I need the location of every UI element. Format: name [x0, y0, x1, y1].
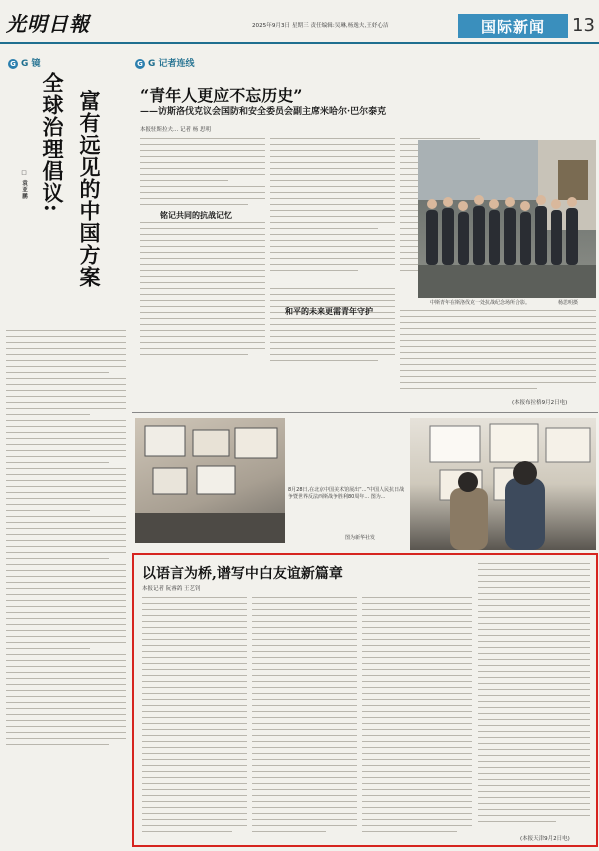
story-col-1 — [140, 138, 265, 438]
story-title: “青年人更应不忘历史” — [140, 86, 303, 105]
story-col-2 — [270, 138, 395, 438]
column-icon: G — [8, 59, 18, 69]
issue-meta: 2025年9月3日 星期三 责任编辑:吴琳,杨逸夫,王妤心洁 — [252, 23, 389, 29]
column-label — [8, 56, 41, 69]
story-icon: G — [135, 59, 145, 69]
group-photo-caption: 中斯青年在斯洛伐克一处抗战纪念场所合影。 — [430, 300, 531, 306]
box-story-title: 以语言为桥,谱写中白友谊新篇章 — [142, 566, 343, 582]
box-col-2 — [252, 597, 357, 842]
page-header — [0, 0, 599, 44]
exhibit-photo-1-shapes — [135, 418, 285, 543]
left-author: □ 袁亚鹏 — [21, 170, 27, 200]
headline-secondary: 全球治理倡议: — [40, 72, 65, 213]
subhead-memory: 铭记共同的抗战记忆 — [160, 210, 232, 220]
exhibit-photo-2-shapes — [410, 418, 596, 550]
story-byline: 本报驻斯拉夫... 记者 杨 思明 — [140, 127, 211, 133]
story-end-note: (本报布拉格9月2日电) — [512, 400, 568, 406]
box-col-4 — [478, 563, 590, 833]
box-story-byline: 本报记者 阮睿鸽 王艺钊 — [142, 586, 201, 592]
group-photo-credit: 杨思明摄 — [558, 300, 579, 306]
divider — [132, 412, 598, 413]
exhibit-caption: 8月28日,在北京中国美术馆展出“...”中国人民抗日战争暨世界反法西斯战争胜利80周年... 图为... — [288, 487, 405, 500]
story-col-4 — [400, 310, 596, 410]
group-photo — [418, 140, 596, 298]
left-body-text — [6, 330, 126, 845]
group-photo-figures — [418, 140, 596, 298]
exhibit-photo-1 — [135, 418, 285, 543]
story-label-text: G 记者连线 — [148, 59, 195, 69]
exhibit-credit: 图为新华社发 — [345, 535, 376, 541]
subhead-peace: 和平的未来更需青年守护 — [285, 306, 373, 316]
box-col-3 — [362, 597, 472, 842]
story-subtitle: ——访斯洛伐克议会国防和安全委员会副主席米哈尔·巴尔泰克 — [140, 107, 387, 117]
column-label-text: G 镜 — [21, 59, 41, 69]
section-tab: 国际新闻 — [458, 14, 568, 38]
masthead: 光明日報 — [6, 12, 90, 36]
exhibit-photo-2 — [410, 418, 596, 550]
page-number: 13 — [572, 15, 595, 36]
box-col-1 — [142, 597, 247, 842]
story-label — [135, 56, 195, 69]
headline-primary: 富有远见的中国方案 — [77, 90, 102, 288]
box-end-note: (本报天津9月2日电) — [520, 836, 570, 842]
